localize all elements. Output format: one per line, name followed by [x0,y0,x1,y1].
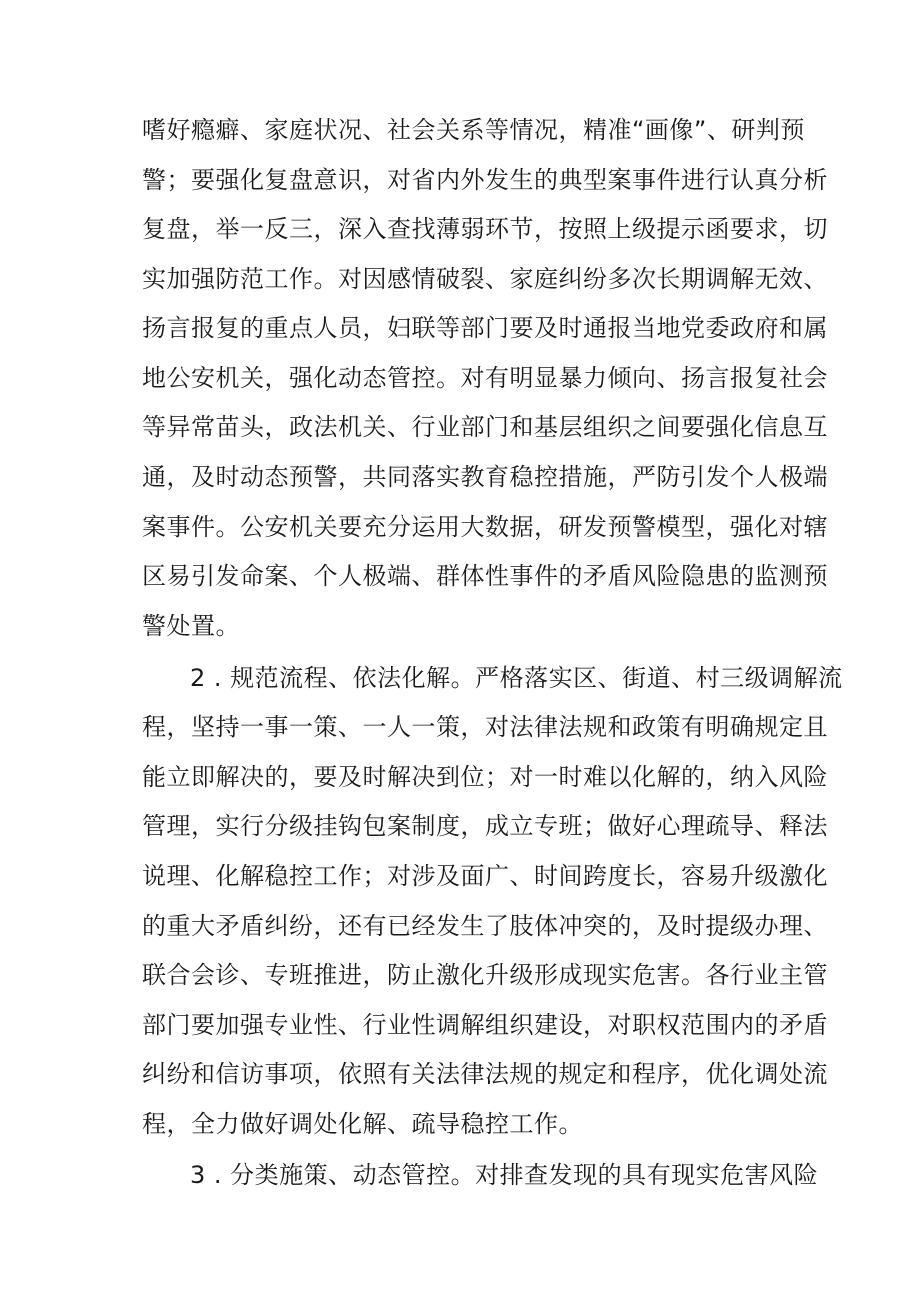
text-line: 部门要加强专业性、行业性调解组织建设，对职权范围内的矛盾 [142,1011,828,1039]
text-line: 纠纷和信访事项，依照有关法律法规的规定和程序，优化调处流 [142,1060,828,1088]
text-line: 区易引发命案、个人极端、群体性事件的矛盾风险隐患的监测预 [142,562,828,590]
text-line: 案事件。公安机关要充分运用大数据，研发预警模型，强化对辖 [142,513,828,541]
paragraph-heading-line: 3 . 分类施策、动态管控。对排查发现的具有现实危害风险 [190,1161,819,1189]
text-line: 的重大矛盾纠纷，还有已经发生了肢体冲突的，及时提级办理、 [142,912,828,940]
text-line: 扬言报复的重点人员，妇联等部门要及时通报当地党委政府和属 [142,314,828,342]
text-line: 说理、化解稳控工作；对涉及面广、时间跨度长，容易升级激化 [142,862,828,890]
text-line: 管理，实行分级挂钩包案制度，成立专班；做好心理疏导、释法 [142,812,828,840]
text-line: 等异常苗头，政法机关、行业部门和基层组织之间要强化信息互 [142,413,828,441]
text-line: 联合会诊、专班推进，防止激化升级形成现实危害。各行业主管 [142,961,828,989]
text-line: 复盘，举一反三，深入查找薄弱环节，按照上级提示函要求，切 [142,215,828,243]
text-line: 程，全力做好调处化解、疏导稳控工作。 [142,1110,583,1138]
text-line: 通，及时动态预警，共同落实教育稳控措施，严防引发个人极端 [142,463,828,491]
text-line: 能立即解决的，要及时解决到位；对一时难以化解的，纳入风险 [142,763,828,791]
text-line: 地公安机关，强化动态管控。对有明显暴力倾向、扬言报复社会 [142,364,828,392]
text-line: 嗜好瘾癖、家庭状况、社会关系等情况，精准“画像”、研判预 [142,116,805,144]
text-line: 程，坚持一事一策、一人一策，对法律法规和政策有明确规定且 [142,713,828,741]
text-line: 警；要强化复盘意识，对省内外发生的典型案事件进行认真分析 [142,166,828,194]
text-line: 警处置。 [142,612,240,640]
text-line: 实加强防范工作。对因感情破裂、家庭纠纷多次长期调解无效、 [142,265,828,293]
paragraph-heading-line: 2 . 规范流程、依法化解。严格落实区、街道、村三级调解流 [190,664,843,692]
